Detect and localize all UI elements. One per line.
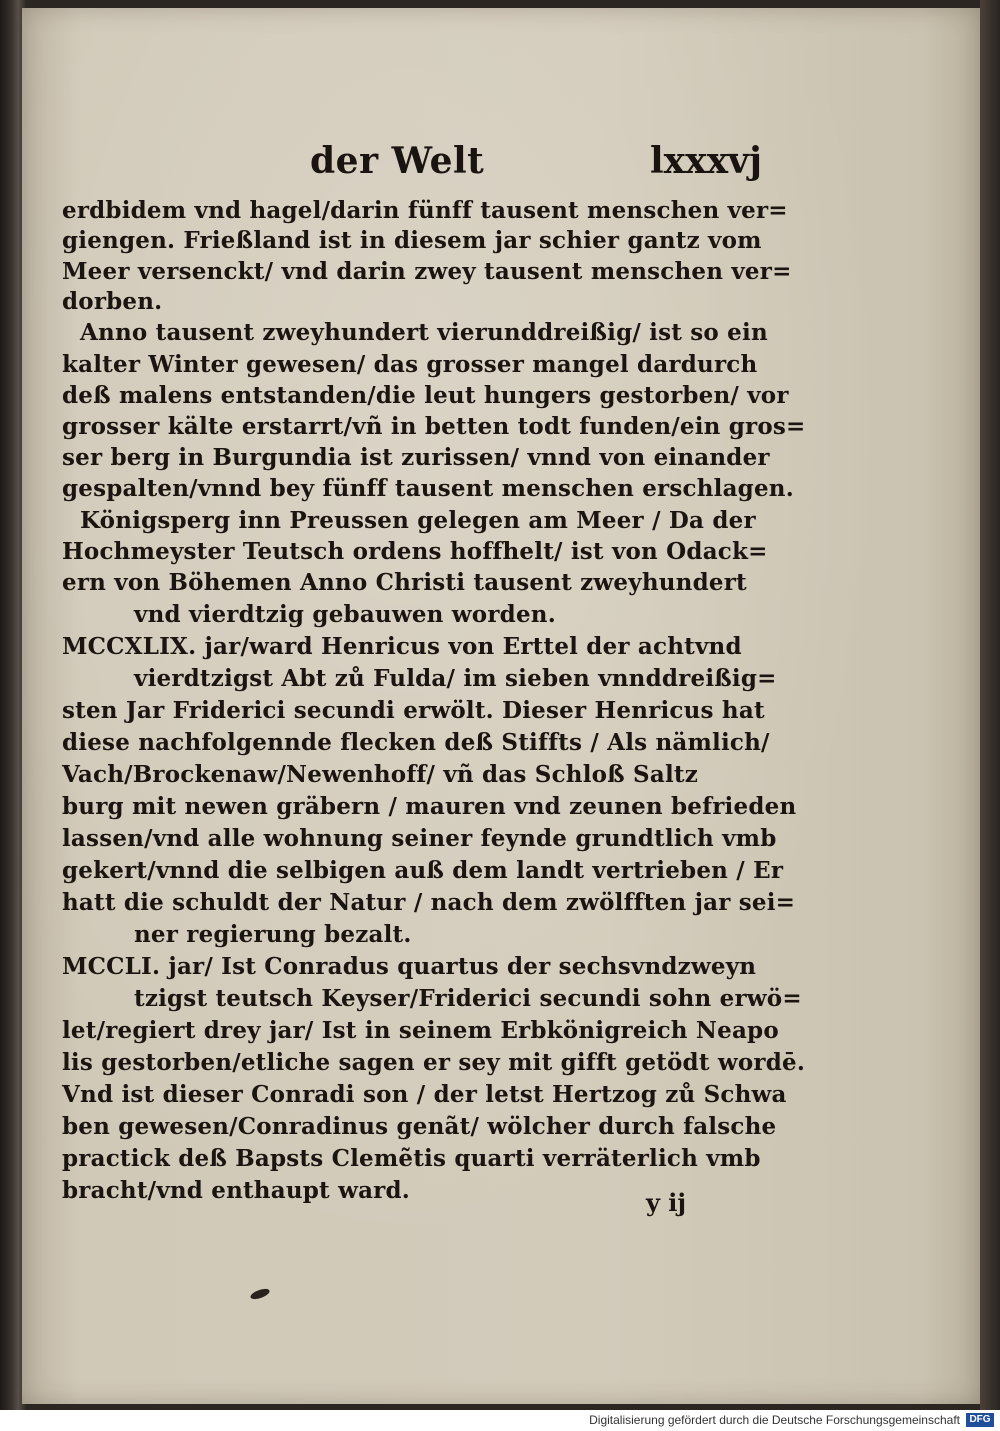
text-line: ben gewesen/Conradinus genãt/ wölcher durch falsche <box>62 1113 777 1140</box>
text-line: kalter Winter gewesen/ das grosser mangel dardurch <box>62 351 758 378</box>
text-line: sten Jar Friderici secundi erwölt. Dieser Henricus hat <box>62 697 765 724</box>
text-line: Anno tausent zweyhundert vierunddreißig/ ist so ein <box>80 319 768 346</box>
text-line: lis gestorben/etliche sagen er sey mit gifft getödt wordē. <box>62 1049 806 1076</box>
text-line: bracht/vnd enthaupt ward. <box>62 1177 410 1204</box>
text-line: giengen. Frießland ist in diesem jar schier gantz vom <box>62 227 762 254</box>
text-line: deß malens entstanden/die leut hungers gestorben/ vor <box>62 382 789 409</box>
running-header <box>282 140 762 190</box>
text-line: ser berg in Burgundia ist zurissen/ vnnd von einander <box>62 444 770 471</box>
header-title: der Welt <box>310 140 485 182</box>
folio-number: lxxxvj <box>649 140 762 182</box>
text-line: let/regiert drey jar/ Ist in seinem Erbkönigreich Neapo <box>62 1017 779 1044</box>
text-line: Hochmeyster Teutsch ordens hoffhelt/ ist von Odack= <box>62 538 768 565</box>
text-line: dorben. <box>62 288 163 315</box>
footer-credit: Digitalisierung gefördert durch die Deutsche Forschungsgemeinschaft <box>589 1413 960 1427</box>
text-line: diese nachfolgennde flecken deß Stiffts / Als nämlich/ <box>62 729 770 756</box>
text-line: tzigst teutsch Keyser/Friderici secundi sohn erwö= <box>134 985 802 1012</box>
text-line: vnd vierdtzig gebauwen worden. <box>134 601 556 628</box>
text-line: grosser kälte erstarrt/vñ in betten todt funden/ein gros= <box>62 413 806 440</box>
text-line: erdbidem vnd hagel/darin fünff tausent menschen ver= <box>62 197 788 224</box>
text-line: lassen/vnd alle wohnung seiner feynde grundtlich vmb <box>62 825 777 852</box>
text-line: gespalten/vnnd bey fünff tausent menschen erschlagen. <box>62 475 794 502</box>
text-line: Vnd ist dieser Conradi son / der letst Hertzog zů Schwa <box>62 1081 787 1108</box>
dfg-logo: DFG <box>966 1413 994 1427</box>
ink-smudge <box>249 1287 271 1301</box>
text-line: burg mit newen gräbern / mauren vnd zeunen befrieden <box>62 793 797 820</box>
text-line: ner regierung bezalt. <box>134 921 412 948</box>
text-line: Vach/Brockenaw/Newenhoff/ vñ das Schloß Saltz <box>62 761 698 788</box>
digitization-footer <box>0 1410 1000 1431</box>
text-line: ern von Böhemen Anno Christi tausent zweyhundert <box>62 569 747 596</box>
text-line: MCCLI. jar/ Ist Conradus quartus der sechsvndzweyn <box>62 953 757 980</box>
text-line: Meer versenckt/ vnd darin zwey tausent menschen ver= <box>62 258 792 285</box>
text-line: hatt die schuldt der Natur / nach dem zwölfften jar sei= <box>62 889 796 916</box>
book-page <box>22 8 980 1404</box>
text-line: vierdtzigst Abt zů Fulda/ im sieben vnnddreißig= <box>134 665 777 692</box>
page-right-edge <box>980 0 1000 1410</box>
text-line: MCCXLIX. jar/ward Henricus von Erttel der achtvnd <box>62 633 742 660</box>
signature-mark: y ij <box>646 1188 687 1217</box>
text-line: Königsperg inn Preussen gelegen am Meer / Da der <box>80 507 756 534</box>
text-line: practick deß Bapsts Clemẽtis quarti verräterlich vmb <box>62 1145 761 1172</box>
text-line: gekert/vnnd die selbigen auß dem landt vertrieben / Er <box>62 857 784 884</box>
